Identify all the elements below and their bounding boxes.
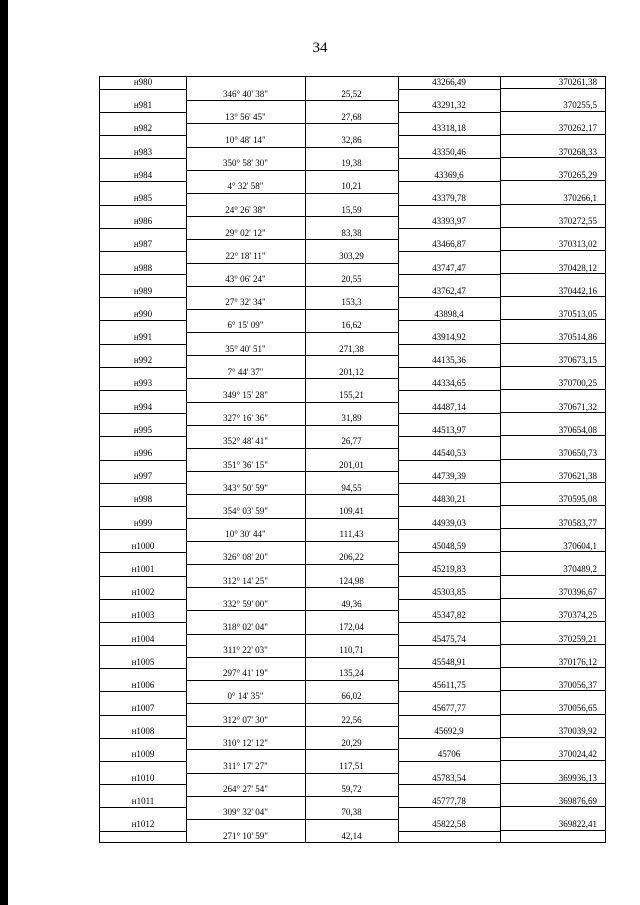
segment-row xyxy=(100,274,605,286)
coord-x: 45548,91 xyxy=(398,657,500,670)
point-name: н996 xyxy=(100,448,186,461)
segment-length: 124,98 xyxy=(305,576,398,589)
point-name: н1001 xyxy=(100,564,186,577)
point-row xyxy=(100,773,605,785)
segment-length: 172,04 xyxy=(305,622,398,635)
point-name: н1002 xyxy=(100,587,186,600)
coord-y: 370489,2 xyxy=(500,564,605,576)
point-row xyxy=(100,726,605,738)
point-row xyxy=(100,749,605,761)
coord-y: 370604,1 xyxy=(500,541,605,553)
coord-x: 43914,92 xyxy=(398,332,500,345)
segment-length: 201,12 xyxy=(305,367,398,380)
coord-x: 45692,9 xyxy=(398,726,500,739)
point-name: н1004 xyxy=(100,634,186,647)
coord-y: 370313,02 xyxy=(500,239,605,251)
direction-angle: 343° 50' 59" xyxy=(186,483,305,496)
coord-y: 370272,55 xyxy=(500,216,605,228)
coord-y: 370700,25 xyxy=(500,378,605,390)
point-name: н1005 xyxy=(100,657,186,670)
segment-row xyxy=(100,367,605,379)
segment-row xyxy=(100,135,605,147)
coord-y: 370583,77 xyxy=(500,518,605,530)
point-row xyxy=(100,170,605,182)
segment-length: 16,62 xyxy=(305,320,398,333)
point-name: н1007 xyxy=(100,703,186,716)
point-row xyxy=(100,518,605,530)
point-row xyxy=(100,657,605,669)
point-name: н1011 xyxy=(100,796,186,809)
point-row xyxy=(100,286,605,298)
point-row xyxy=(100,263,605,275)
coord-x: 45706 xyxy=(398,749,500,762)
point-name: н995 xyxy=(100,425,186,438)
point-row xyxy=(100,541,605,553)
segment-length: 111,43 xyxy=(305,529,398,542)
segment-length: 110,71 xyxy=(305,645,398,658)
coord-x: 44830,21 xyxy=(398,494,500,507)
coord-x: 44513,97 xyxy=(398,425,500,438)
direction-angle: 351° 36' 15" xyxy=(186,460,305,473)
point-name: н985 xyxy=(100,193,186,206)
point-row xyxy=(100,402,605,414)
scan-edge-shadow xyxy=(0,0,8,905)
coord-y: 369822,41 xyxy=(500,819,605,831)
direction-angle: 13° 56' 45" xyxy=(186,112,305,125)
point-row xyxy=(100,147,605,159)
segment-row xyxy=(100,807,605,819)
point-name: н987 xyxy=(100,239,186,252)
direction-angle: 326° 08' 20" xyxy=(186,552,305,565)
coord-x: 45783,54 xyxy=(398,773,500,786)
segment-row xyxy=(100,228,605,240)
coord-y: 370259,21 xyxy=(500,634,605,646)
segment-row xyxy=(100,297,605,309)
segment-row xyxy=(100,576,605,588)
segment-row xyxy=(100,691,605,703)
point-row xyxy=(100,634,605,646)
coord-y: 369936,13 xyxy=(500,773,605,785)
segment-length: 109,41 xyxy=(305,506,398,519)
coord-x: 45219,83 xyxy=(398,564,500,577)
segment-length: 135,24 xyxy=(305,668,398,681)
segment-length: 15,59 xyxy=(305,205,398,218)
point-row xyxy=(100,448,605,460)
coord-y: 370176,12 xyxy=(500,657,605,669)
point-row xyxy=(100,610,605,622)
direction-angle: 346° 40' 38" xyxy=(186,89,305,102)
segment-row xyxy=(100,715,605,727)
coord-y: 370056,37 xyxy=(500,680,605,692)
segment-length: 70,38 xyxy=(305,807,398,820)
segment-length: 25,52 xyxy=(305,89,398,102)
coord-y: 370673,15 xyxy=(500,355,605,367)
segment-row xyxy=(100,738,605,750)
direction-angle: 264° 27' 54" xyxy=(186,784,305,797)
point-row xyxy=(100,309,605,321)
segment-row xyxy=(100,89,605,101)
segment-length: 22,56 xyxy=(305,715,398,728)
coord-y: 370621,38 xyxy=(500,471,605,483)
page-number: 34 xyxy=(312,40,328,56)
coord-y: 370261,38 xyxy=(500,77,605,89)
point-name: н999 xyxy=(100,518,186,531)
coord-x: 43379,78 xyxy=(398,193,500,206)
direction-angle: 318° 02' 04" xyxy=(186,622,305,635)
direction-angle: 309° 32' 04" xyxy=(186,807,305,820)
point-name: н984 xyxy=(100,170,186,183)
segment-length: 26,77 xyxy=(305,436,398,449)
segment-row xyxy=(100,251,605,263)
point-row xyxy=(100,425,605,437)
point-name: н982 xyxy=(100,123,186,136)
direction-angle: 22° 18' 11" xyxy=(186,251,305,264)
direction-angle: 43° 06' 24" xyxy=(186,274,305,287)
segment-length: 42,14 xyxy=(305,831,398,844)
point-name: н1000 xyxy=(100,541,186,554)
point-name: н983 xyxy=(100,147,186,160)
point-name: н994 xyxy=(100,402,186,415)
direction-angle: 6° 15' 09" xyxy=(186,320,305,333)
coord-x: 45048,59 xyxy=(398,541,500,554)
point-name: н986 xyxy=(100,216,186,229)
segment-length: 201,01 xyxy=(305,460,398,473)
point-row xyxy=(100,355,605,367)
point-name: н1010 xyxy=(100,773,186,786)
segment-row xyxy=(100,784,605,796)
segment-length: 153,3 xyxy=(305,297,398,310)
direction-angle: 354° 03' 59" xyxy=(186,506,305,519)
direction-angle: 312° 07' 30" xyxy=(186,715,305,728)
segment-row xyxy=(100,181,605,193)
segment-length: 32,86 xyxy=(305,135,398,148)
segment-row xyxy=(100,112,605,124)
point-name: н991 xyxy=(100,332,186,345)
point-name: н989 xyxy=(100,286,186,299)
coord-x: 45777,78 xyxy=(398,796,500,809)
coord-y: 370268,33 xyxy=(500,147,605,159)
direction-angle: 10° 30' 44" xyxy=(186,529,305,542)
direction-angle: 7° 44' 37" xyxy=(186,367,305,380)
point-row xyxy=(100,703,605,715)
point-row xyxy=(100,100,605,112)
coord-y: 370039,92 xyxy=(500,726,605,738)
coord-x: 43393,97 xyxy=(398,216,500,229)
point-row xyxy=(100,680,605,692)
coord-y: 370595,08 xyxy=(500,494,605,506)
direction-angle: 327° 16' 36" xyxy=(186,413,305,426)
point-row xyxy=(100,796,605,808)
point-name: н1006 xyxy=(100,680,186,693)
coord-y: 370514,86 xyxy=(500,332,605,344)
coord-x: 44939,03 xyxy=(398,518,500,531)
segment-row xyxy=(100,645,605,657)
point-row xyxy=(100,587,605,599)
coord-y: 370024,42 xyxy=(500,749,605,761)
segment-row xyxy=(100,413,605,425)
point-name: н1003 xyxy=(100,610,186,623)
direction-angle: 311° 22' 03" xyxy=(186,645,305,658)
coord-y: 370428,12 xyxy=(500,263,605,275)
point-name: н1009 xyxy=(100,749,186,762)
point-row xyxy=(100,564,605,576)
segment-length: 206,22 xyxy=(305,552,398,565)
point-name: н992 xyxy=(100,355,186,368)
coord-x: 43318,18 xyxy=(398,123,500,136)
coord-y: 370262,17 xyxy=(500,123,605,135)
point-name: н997 xyxy=(100,471,186,484)
segment-row xyxy=(100,460,605,472)
point-name: н990 xyxy=(100,309,186,322)
coord-y: 370265,29 xyxy=(500,170,605,182)
coord-x: 43747,47 xyxy=(398,263,500,276)
segment-row xyxy=(100,529,605,541)
segment-row xyxy=(100,158,605,170)
point-row xyxy=(100,123,605,135)
point-row xyxy=(100,378,605,390)
point-name: н1012 xyxy=(100,819,186,832)
segment-length: 49,36 xyxy=(305,599,398,612)
segment-length: 94,55 xyxy=(305,483,398,496)
point-row xyxy=(100,471,605,483)
direction-angle: 332° 59' 00" xyxy=(186,599,305,612)
segment-row xyxy=(100,552,605,564)
direction-angle: 311° 17' 27" xyxy=(186,761,305,774)
direction-angle: 24° 26' 38" xyxy=(186,205,305,218)
segment-length: 31,89 xyxy=(305,413,398,426)
direction-angle: 297° 41' 19" xyxy=(186,668,305,681)
coord-y: 370650,73 xyxy=(500,448,605,460)
segment-row xyxy=(100,831,605,843)
point-row xyxy=(100,77,605,89)
coord-x: 45677,77 xyxy=(398,703,500,716)
direction-angle: 35° 40' 51" xyxy=(186,344,305,357)
coord-x: 43762,47 xyxy=(398,286,500,299)
direction-angle: 350° 58' 30" xyxy=(186,158,305,171)
point-name: н981 xyxy=(100,100,186,113)
segment-row xyxy=(100,205,605,217)
coord-y: 370442,16 xyxy=(500,286,605,298)
segment-row xyxy=(100,506,605,518)
coord-x: 44334,65 xyxy=(398,378,500,391)
coord-y: 370396,67 xyxy=(500,587,605,599)
segment-row xyxy=(100,320,605,332)
direction-angle: 27° 32' 34" xyxy=(186,297,305,310)
coord-x: 43466,87 xyxy=(398,239,500,252)
direction-angle: 29° 02' 12" xyxy=(186,228,305,241)
coord-x: 44487,14 xyxy=(398,402,500,415)
segment-row xyxy=(100,622,605,634)
segment-length: 117,51 xyxy=(305,761,398,774)
segment-length: 27,68 xyxy=(305,112,398,125)
segment-row xyxy=(100,668,605,680)
coord-x: 44540,53 xyxy=(398,448,500,461)
point-name: н988 xyxy=(100,263,186,276)
point-name: н1008 xyxy=(100,726,186,739)
segment-row xyxy=(100,390,605,402)
coordinates-table xyxy=(99,76,606,843)
coord-y: 369876,69 xyxy=(500,796,605,808)
segment-length: 20,55 xyxy=(305,274,398,287)
segment-row xyxy=(100,761,605,773)
coord-x: 45475,74 xyxy=(398,634,500,647)
direction-angle: 310° 12' 12" xyxy=(186,738,305,751)
segment-length: 19,38 xyxy=(305,158,398,171)
segment-length: 83,38 xyxy=(305,228,398,241)
coord-y: 370654,08 xyxy=(500,425,605,437)
direction-angle: 10° 48' 14" xyxy=(186,135,305,148)
point-name: н980 xyxy=(100,77,186,90)
coord-y: 370374,25 xyxy=(500,610,605,622)
segment-length: 155,21 xyxy=(305,390,398,403)
segment-row xyxy=(100,483,605,495)
coord-x: 43898,4 xyxy=(398,309,500,322)
coord-y: 370255,5 xyxy=(500,100,605,112)
segment-length: 59,72 xyxy=(305,784,398,797)
segment-length: 303,29 xyxy=(305,251,398,264)
coord-x: 45347,82 xyxy=(398,610,500,623)
coord-x: 44739,39 xyxy=(398,471,500,484)
point-row xyxy=(100,819,605,831)
coord-x: 43266,49 xyxy=(398,77,500,90)
coord-x: 45611,75 xyxy=(398,680,500,693)
segment-length: 66,02 xyxy=(305,691,398,704)
segment-row xyxy=(100,599,605,611)
point-row xyxy=(100,216,605,228)
point-row xyxy=(100,332,605,344)
coord-x: 43350,46 xyxy=(398,147,500,160)
point-name: н998 xyxy=(100,494,186,507)
coord-x: 45303,85 xyxy=(398,587,500,600)
coord-y: 370513,05 xyxy=(500,309,605,321)
coord-y: 370671,32 xyxy=(500,402,605,414)
segment-row xyxy=(100,436,605,448)
direction-angle: 4° 32' 58" xyxy=(186,181,305,194)
point-row xyxy=(100,193,605,205)
segment-length: 271,38 xyxy=(305,344,398,357)
direction-angle: 312° 14' 25" xyxy=(186,576,305,589)
direction-angle: 352° 48' 41" xyxy=(186,436,305,449)
coord-y: 370266,1 xyxy=(500,193,605,205)
segment-length: 20,29 xyxy=(305,738,398,751)
segment-row xyxy=(100,344,605,356)
point-row xyxy=(100,239,605,251)
point-name: н993 xyxy=(100,378,186,391)
coord-y: 370056,65 xyxy=(500,703,605,715)
coord-x: 44135,36 xyxy=(398,355,500,368)
coord-x: 45822,58 xyxy=(398,819,500,832)
segment-length: 10,21 xyxy=(305,181,398,194)
direction-angle: 0° 14' 35" xyxy=(186,691,305,704)
direction-angle: 349° 15' 28" xyxy=(186,390,305,403)
direction-angle: 271° 10' 59" xyxy=(186,831,305,844)
coord-x: 43291,32 xyxy=(398,100,500,113)
coord-x: 43369,6 xyxy=(398,170,500,183)
point-row xyxy=(100,494,605,506)
